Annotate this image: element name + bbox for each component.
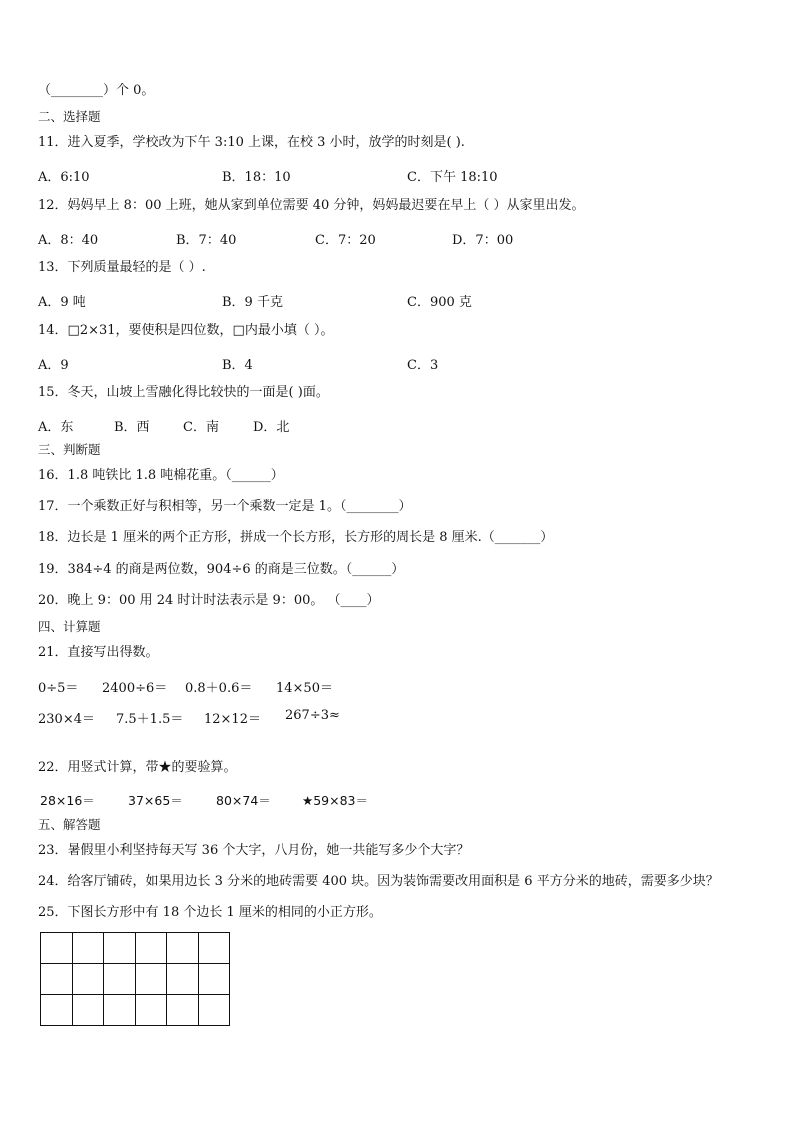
calc-item: 0.8＋0.6＝ xyxy=(185,681,253,696)
calc-item: ★59×83＝ xyxy=(302,793,368,808)
calc-item: 37×65＝ xyxy=(128,793,183,808)
grid-cell xyxy=(135,933,167,964)
option-a: A．6:10 xyxy=(38,170,90,185)
grid-cell xyxy=(104,964,136,995)
question-20: 20．晚上 9：00 用 24 时计时法表示是 9：00。 （____） xyxy=(38,593,380,608)
grid-cell xyxy=(104,933,136,964)
grid-cell xyxy=(72,933,104,964)
question-12: 12．妈妈早上 8：00 上班，她从家到单位需要 40 分钟，妈妈最迟要在早上（ ）从家里出发。 xyxy=(38,198,585,213)
section-2-heading: 二、选择题 xyxy=(38,109,101,124)
grid-row xyxy=(41,964,230,995)
calc-item: 230×4＝ xyxy=(38,712,95,727)
question-11: 11．进入夏季，学校改为下午 3:10 上课，在校 3 小时，放学的时刻是( ). xyxy=(38,135,465,150)
question-14: 14．□2×31，要使积是四位数，□内最小填（ ）。 xyxy=(38,323,334,338)
calc-item: 14×50＝ xyxy=(276,681,333,696)
question-24: 24．给客厅铺砖，如果用边长 3 分米的地砖需要 400 块。因为装饰需要改用面积是 6 平方分米的地砖，需要多少块？ xyxy=(38,874,719,889)
calc-item: 7.5＋1.5＝ xyxy=(116,712,184,727)
grid-cell xyxy=(135,964,167,995)
calc-item: 80×74＝ xyxy=(216,793,271,808)
grid-row xyxy=(41,995,230,1026)
question-17: 17．一个乘数正好与积相等，另一个乘数一定是 1。（________） xyxy=(38,499,412,514)
option-a: A．8：40 xyxy=(38,233,99,248)
option-d: D．7：00 xyxy=(452,233,514,248)
q10-tail: （________）个 0。 xyxy=(38,83,155,98)
question-13: 13．下列质量最轻的是（ ）. xyxy=(38,260,206,275)
calc-item: 2400÷6＝ xyxy=(102,681,168,696)
option-c: C．7：20 xyxy=(315,233,376,248)
grid-cell xyxy=(104,995,136,1026)
grid-row xyxy=(41,933,230,964)
calc-item: 267÷3≈ xyxy=(285,708,340,723)
grid-cell xyxy=(198,933,230,964)
option-b: B．西 xyxy=(114,420,150,435)
option-d: D．北 xyxy=(253,420,290,435)
question-23: 23．暑假里小利坚持每天写 36 个大字，八月份，她一共能写多少个大字？ xyxy=(38,843,470,858)
question-18: 18．边长是 1 厘米的两个正方形，拼成一个长方形，长方形的周长是 8 厘米.（_______） xyxy=(38,530,554,545)
grid-cell xyxy=(135,995,167,1026)
option-c: C．900 克 xyxy=(407,295,472,310)
grid-cell xyxy=(41,995,73,1026)
question-25: 25．下图长方形中有 18 个边长 1 厘米的相同的小正方形。 xyxy=(38,905,382,920)
option-a: A．9 吨 xyxy=(38,295,86,310)
grid-cell xyxy=(41,933,73,964)
grid-cell xyxy=(198,964,230,995)
option-b: B．4 xyxy=(222,358,253,373)
calc-item: 0÷5＝ xyxy=(38,681,79,696)
grid-cell xyxy=(41,964,73,995)
question-19: 19．384÷4 的商是两位数，904÷6 的商是三位数。（______） xyxy=(38,562,405,577)
option-b: B．9 千克 xyxy=(222,295,283,310)
grid-cell xyxy=(167,933,199,964)
option-b: B．18：10 xyxy=(222,170,291,185)
option-c: C．下午 18:10 xyxy=(407,170,498,185)
option-c: C．南 xyxy=(183,420,219,435)
section-4-heading: 四、计算题 xyxy=(38,619,101,634)
question-21: 21．直接写出得数。 xyxy=(38,645,159,660)
question-16: 16．1.8 吨铁比 1.8 吨棉花重。（______） xyxy=(38,468,284,483)
grid-cell xyxy=(72,995,104,1026)
option-c: C．3 xyxy=(407,358,439,373)
calc-item: 28×16＝ xyxy=(40,793,95,808)
option-a: A．东 xyxy=(38,420,74,435)
option-b: B．7：40 xyxy=(176,233,237,248)
question-15: 15．冬天，山坡上雪融化得比较快的一面是( )面。 xyxy=(38,385,329,400)
grid-cell xyxy=(198,995,230,1026)
option-a: A．9 xyxy=(38,358,69,373)
section-5-heading: 五、解答题 xyxy=(38,817,101,832)
question-22: 22．用竖式计算，带★的要验算。 xyxy=(38,760,237,775)
square-grid xyxy=(40,932,230,1026)
grid-cell xyxy=(167,964,199,995)
grid-cell xyxy=(72,964,104,995)
section-3-heading: 三、判断题 xyxy=(38,442,101,457)
grid-cell xyxy=(167,995,199,1026)
calc-item: 12×12＝ xyxy=(204,712,261,727)
